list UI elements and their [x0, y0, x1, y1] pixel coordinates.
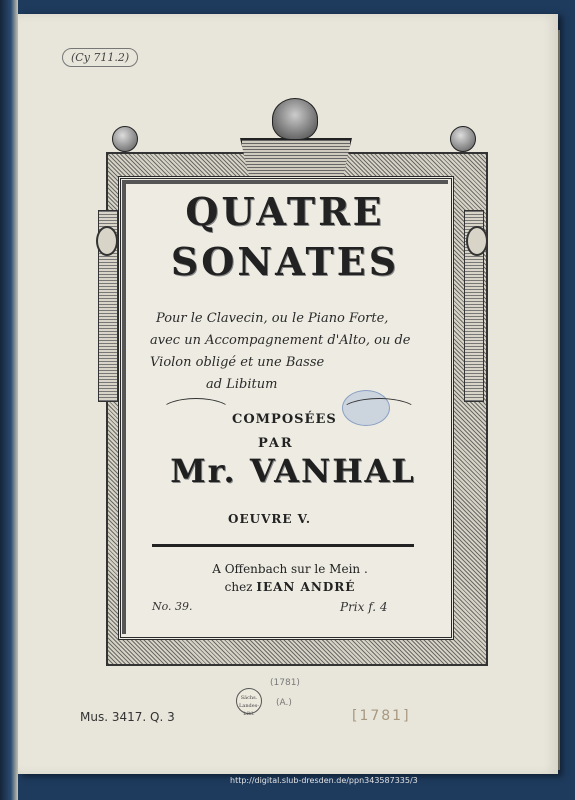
- library-round-stamp: Sächs. Landes-bibl.: [236, 688, 262, 714]
- shelf-mark: Mus. 3417. Q. 3: [80, 710, 175, 724]
- corner-pencil-note: (Cy 711.2): [62, 48, 138, 67]
- pencil-note-a: (A.): [276, 698, 292, 708]
- subtitle: [150, 308, 440, 396]
- plate-number: No. 39.: [152, 600, 193, 613]
- subtitle-line-4: ad Libitum: [206, 377, 278, 392]
- publisher-name: IEAN ANDRÉ: [256, 580, 356, 594]
- subtitle-line-1: Pour le Clavecin, ou le Piano Forte,: [156, 311, 389, 326]
- imprint-chez: chez: [224, 580, 253, 594]
- source-url: http://digital.slub-dresden.de/ppn343587335/3: [230, 776, 418, 785]
- title-block: [140, 190, 430, 284]
- left-finial-ornament: [112, 126, 138, 152]
- right-flourish: [340, 398, 418, 426]
- book-spine: [0, 0, 18, 800]
- subtitle-line-3: Violon obligé et une Basse: [150, 355, 325, 370]
- title-line-2: SONATES: [170, 239, 400, 284]
- composees-label: COMPOSÉES: [232, 412, 337, 427]
- right-scroll-ornament: [466, 226, 488, 256]
- price: Prix f. 4: [340, 600, 388, 614]
- subtitle-line-2: avec un Accompagnement d'Alto, ou de: [150, 333, 411, 348]
- imprint-line-2: [150, 578, 430, 596]
- opus-number: OEUVRE V.: [228, 512, 312, 526]
- title-line-1: QUATRE: [185, 189, 385, 234]
- imprint-line-1: A Offenbach sur le Mein .: [212, 562, 368, 576]
- divider-rule: [152, 544, 414, 547]
- pencil-note-year: (1781): [270, 678, 300, 688]
- year-annotation: [1781]: [352, 708, 411, 724]
- left-flourish: [160, 398, 232, 426]
- urn-ornament: [272, 98, 318, 140]
- right-finial-ornament: [450, 126, 476, 152]
- left-scroll-ornament: [96, 226, 118, 256]
- imprint: [150, 560, 430, 596]
- composer-name: Mr. VANHAL: [170, 452, 416, 490]
- par-label: PAR: [258, 436, 294, 451]
